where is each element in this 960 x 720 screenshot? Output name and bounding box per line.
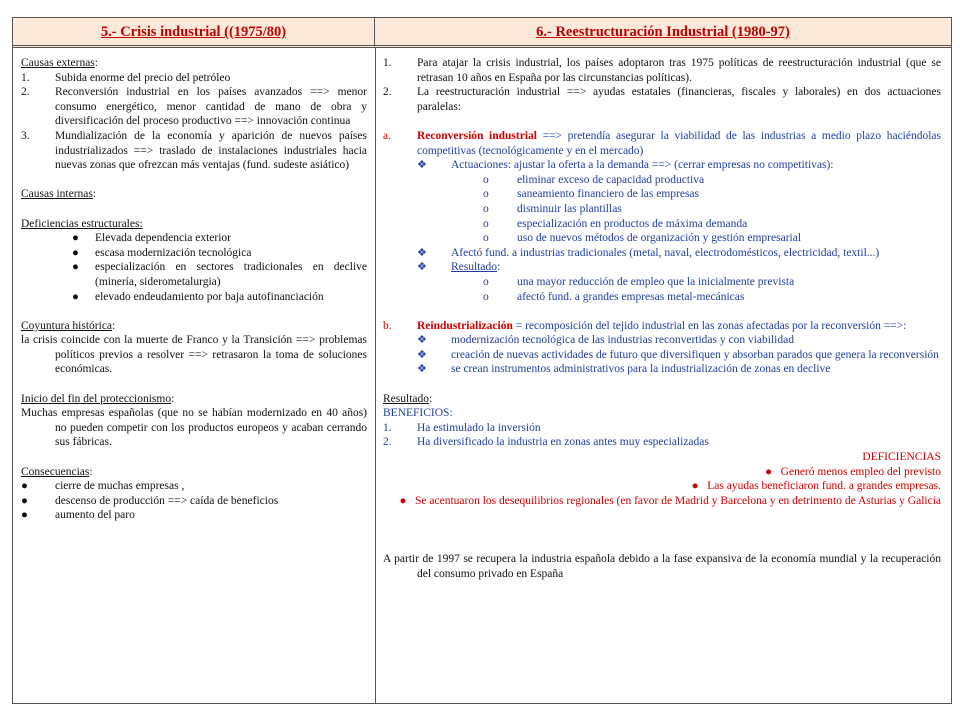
list-item: o especialización en productos de máxima demanda [483, 217, 748, 230]
diamond-bullet-icon: ❖ [417, 246, 427, 259]
circle-bullet-icon: o [483, 217, 489, 230]
list-item: 2. Ha diversificado la industria en zonas antes muy especializadas [383, 436, 709, 449]
circle-bullet-icon: o [483, 275, 489, 288]
list-item: o disminuir las plantillas [483, 202, 622, 215]
reindustrializacion-term: Reindustrialización [417, 319, 513, 332]
bullet-dot-icon: ● [72, 261, 79, 274]
bullet-dot-icon: ● [72, 290, 79, 303]
diamond-bullet-icon: ❖ [417, 159, 427, 172]
causas-externas-heading: Causas externas: [21, 57, 98, 69]
list-item: ❖ Afectó fund. a industrias tradicionales (metal, naval, electrodomésticos, electricidad, textil...) [417, 246, 880, 259]
list-item: ❖ creación de nuevas actividades de futuro que diversifiquen y absorban parados que genera la reconversión [417, 348, 939, 361]
list-item: 2. La reestructuración industrial ==> ayudas estatales (financieras, fiscales y laborales) en dos actuaciones paralelas: [383, 86, 941, 113]
right-column-content [383, 56, 941, 581]
diamond-bullet-icon: ❖ [417, 334, 427, 347]
list-item: 1. Ha estimulado la inversión [383, 421, 541, 434]
circle-bullet-icon: o [483, 202, 489, 215]
bullet-dot-icon: ● [21, 480, 28, 493]
consecuencias-heading: Consecuencias: [21, 465, 93, 478]
list-item: ● aumento del paro [21, 509, 135, 522]
causas-internas-heading: Causas internas: [21, 188, 97, 201]
comparison-table [12, 17, 952, 704]
list-item: o saneamiento financiero de las empresas [483, 188, 700, 201]
circle-bullet-icon: o [483, 232, 489, 245]
coyuntura-text: la crisis coincide con la muerte de Franco y la Transición ==> problemas políticos previos a resolver ==> retrasaron la toma de soluciones económicas. [21, 334, 367, 376]
diamond-bullet-icon: ❖ [417, 261, 427, 274]
beneficios-heading: BENEFICIOS: [383, 407, 453, 420]
resultado-heading: Resultado: [383, 392, 433, 405]
list-item: 2. Reconversión industrial en los países avanzados ==> menor consumo energético, menor cantidad de mano de obra y diversificación del proceso productivo ==> innovación continua [21, 86, 367, 128]
list-item: ❖ Resultado: [417, 261, 501, 274]
coyuntura-heading: Coyuntura histórica: [21, 319, 116, 332]
reconversion-section: a. Reconversión industrial ==> pretendía asegurar la viabilidad de las industrias a medio plazo haciéndolas competitivas (tecnológicamente y en el mercado) [383, 129, 941, 157]
circle-bullet-icon: o [483, 188, 489, 201]
list-item: ● elevado endeudamiento por baja autofinanciación [21, 290, 367, 305]
list-item: ❖ Actuaciones: ajustar la oferta a la demanda ==> (cerrar empresas no competitivas): [417, 159, 834, 172]
list-item: 3. Mundialización de la economía y aparición de nuevos países industrializados ==> traslado de instalaciones industriales hacia nuevas zonas que ofrezcan más ventajas (fund. sudeste asiático) [21, 129, 367, 172]
diamond-bullet-icon: ❖ [417, 348, 427, 361]
list-item: o afectó fund. a grandes empresas metal-mecánicas [483, 290, 745, 303]
deficiencias-block [383, 450, 941, 508]
list-item: ● escasa modernización tecnológica [21, 246, 367, 261]
column-divider [375, 48, 376, 703]
diamond-bullet-icon: ❖ [417, 363, 427, 376]
bullet-dot-icon: ● [765, 465, 773, 478]
bullet-dot-icon: ● [21, 494, 28, 507]
circle-bullet-icon: o [483, 290, 489, 303]
deficiencias-heading: Deficiencias estructurales: [21, 217, 143, 230]
bullet-dot-icon: ● [399, 494, 407, 507]
list-item: o una mayor reducción de empleo que la inicialmente prevista [483, 275, 795, 288]
reindustrializacion-section: b. Reindustrialización = recomposición del tejido industrial en las zonas afectadas por la reconversión ==>: [383, 319, 907, 332]
list-item: ● especialización en sectores tradicionales en declive (minería, siderometalurgia) [21, 260, 367, 289]
bullet-dot-icon: ● [72, 246, 79, 259]
list-item: ● descenso de producción ==> caída de beneficios [21, 494, 279, 507]
right-column-header: 6.- Reestructuración Industrial (1980-97) [375, 18, 951, 48]
list-item: ● Generó menos empleo del previsto [765, 465, 941, 478]
bullet-dot-icon: ● [72, 232, 79, 245]
inicio-heading: Inicio del fin del proteccionismo: [21, 392, 175, 405]
circle-bullet-icon: o [483, 173, 489, 186]
final-text: A partir de 1997 se recupera la industria española debido a la fase expansiva de la economía mundial y la recuperación del consumo privado en España [383, 553, 941, 580]
bullet-dot-icon: ● [21, 509, 28, 522]
deficiencias-heading-right: DEFICIENCIAS [862, 451, 941, 464]
list-item: ● Se acentuaron los desequilibrios regionales (en favor de Madrid y Barcelona y en detrimento de Asturias y Galicia [399, 494, 941, 507]
list-item: ● cierre de muchas empresas , [21, 480, 185, 493]
list-item: 1. Para atajar la crisis industrial, los países adoptaron tras 1975 políticas de reestructuración industrial (que se retrasan 10 años en España por las circunstancias políticas). [383, 57, 941, 84]
inicio-text: Muchas empresas españolas (que no se habían modernizado en 40 años) no pueden competir con los productos europeos y acaban cerrando sus fábricas. [21, 407, 367, 449]
list-item: ● Las ayudas beneficiaron fund. a grandes empresas. [691, 480, 941, 493]
bullet-dot-icon: ● [691, 480, 699, 493]
list-item: ❖ se crean instrumentos administrativos para la industrialización de zonas en declive [417, 363, 831, 376]
list-item: ● Elevada dependencia exterior [21, 231, 367, 246]
left-column-content [21, 56, 367, 523]
list-item: o uso de nuevos métodos de organización y gestión empresarial [483, 232, 802, 245]
list-item: ❖ modernización tecnológica de las industrias reconvertidas y con viabilidad [417, 334, 794, 347]
list-item: o eliminar exceso de capacidad productiva [483, 173, 705, 186]
left-column-header: 5.- Crisis industrial ((1975/80) [13, 18, 375, 48]
list-item: 1. Subida enorme del precio del petróleo [21, 71, 231, 84]
reconversion-term: Reconversión industrial [417, 129, 537, 142]
